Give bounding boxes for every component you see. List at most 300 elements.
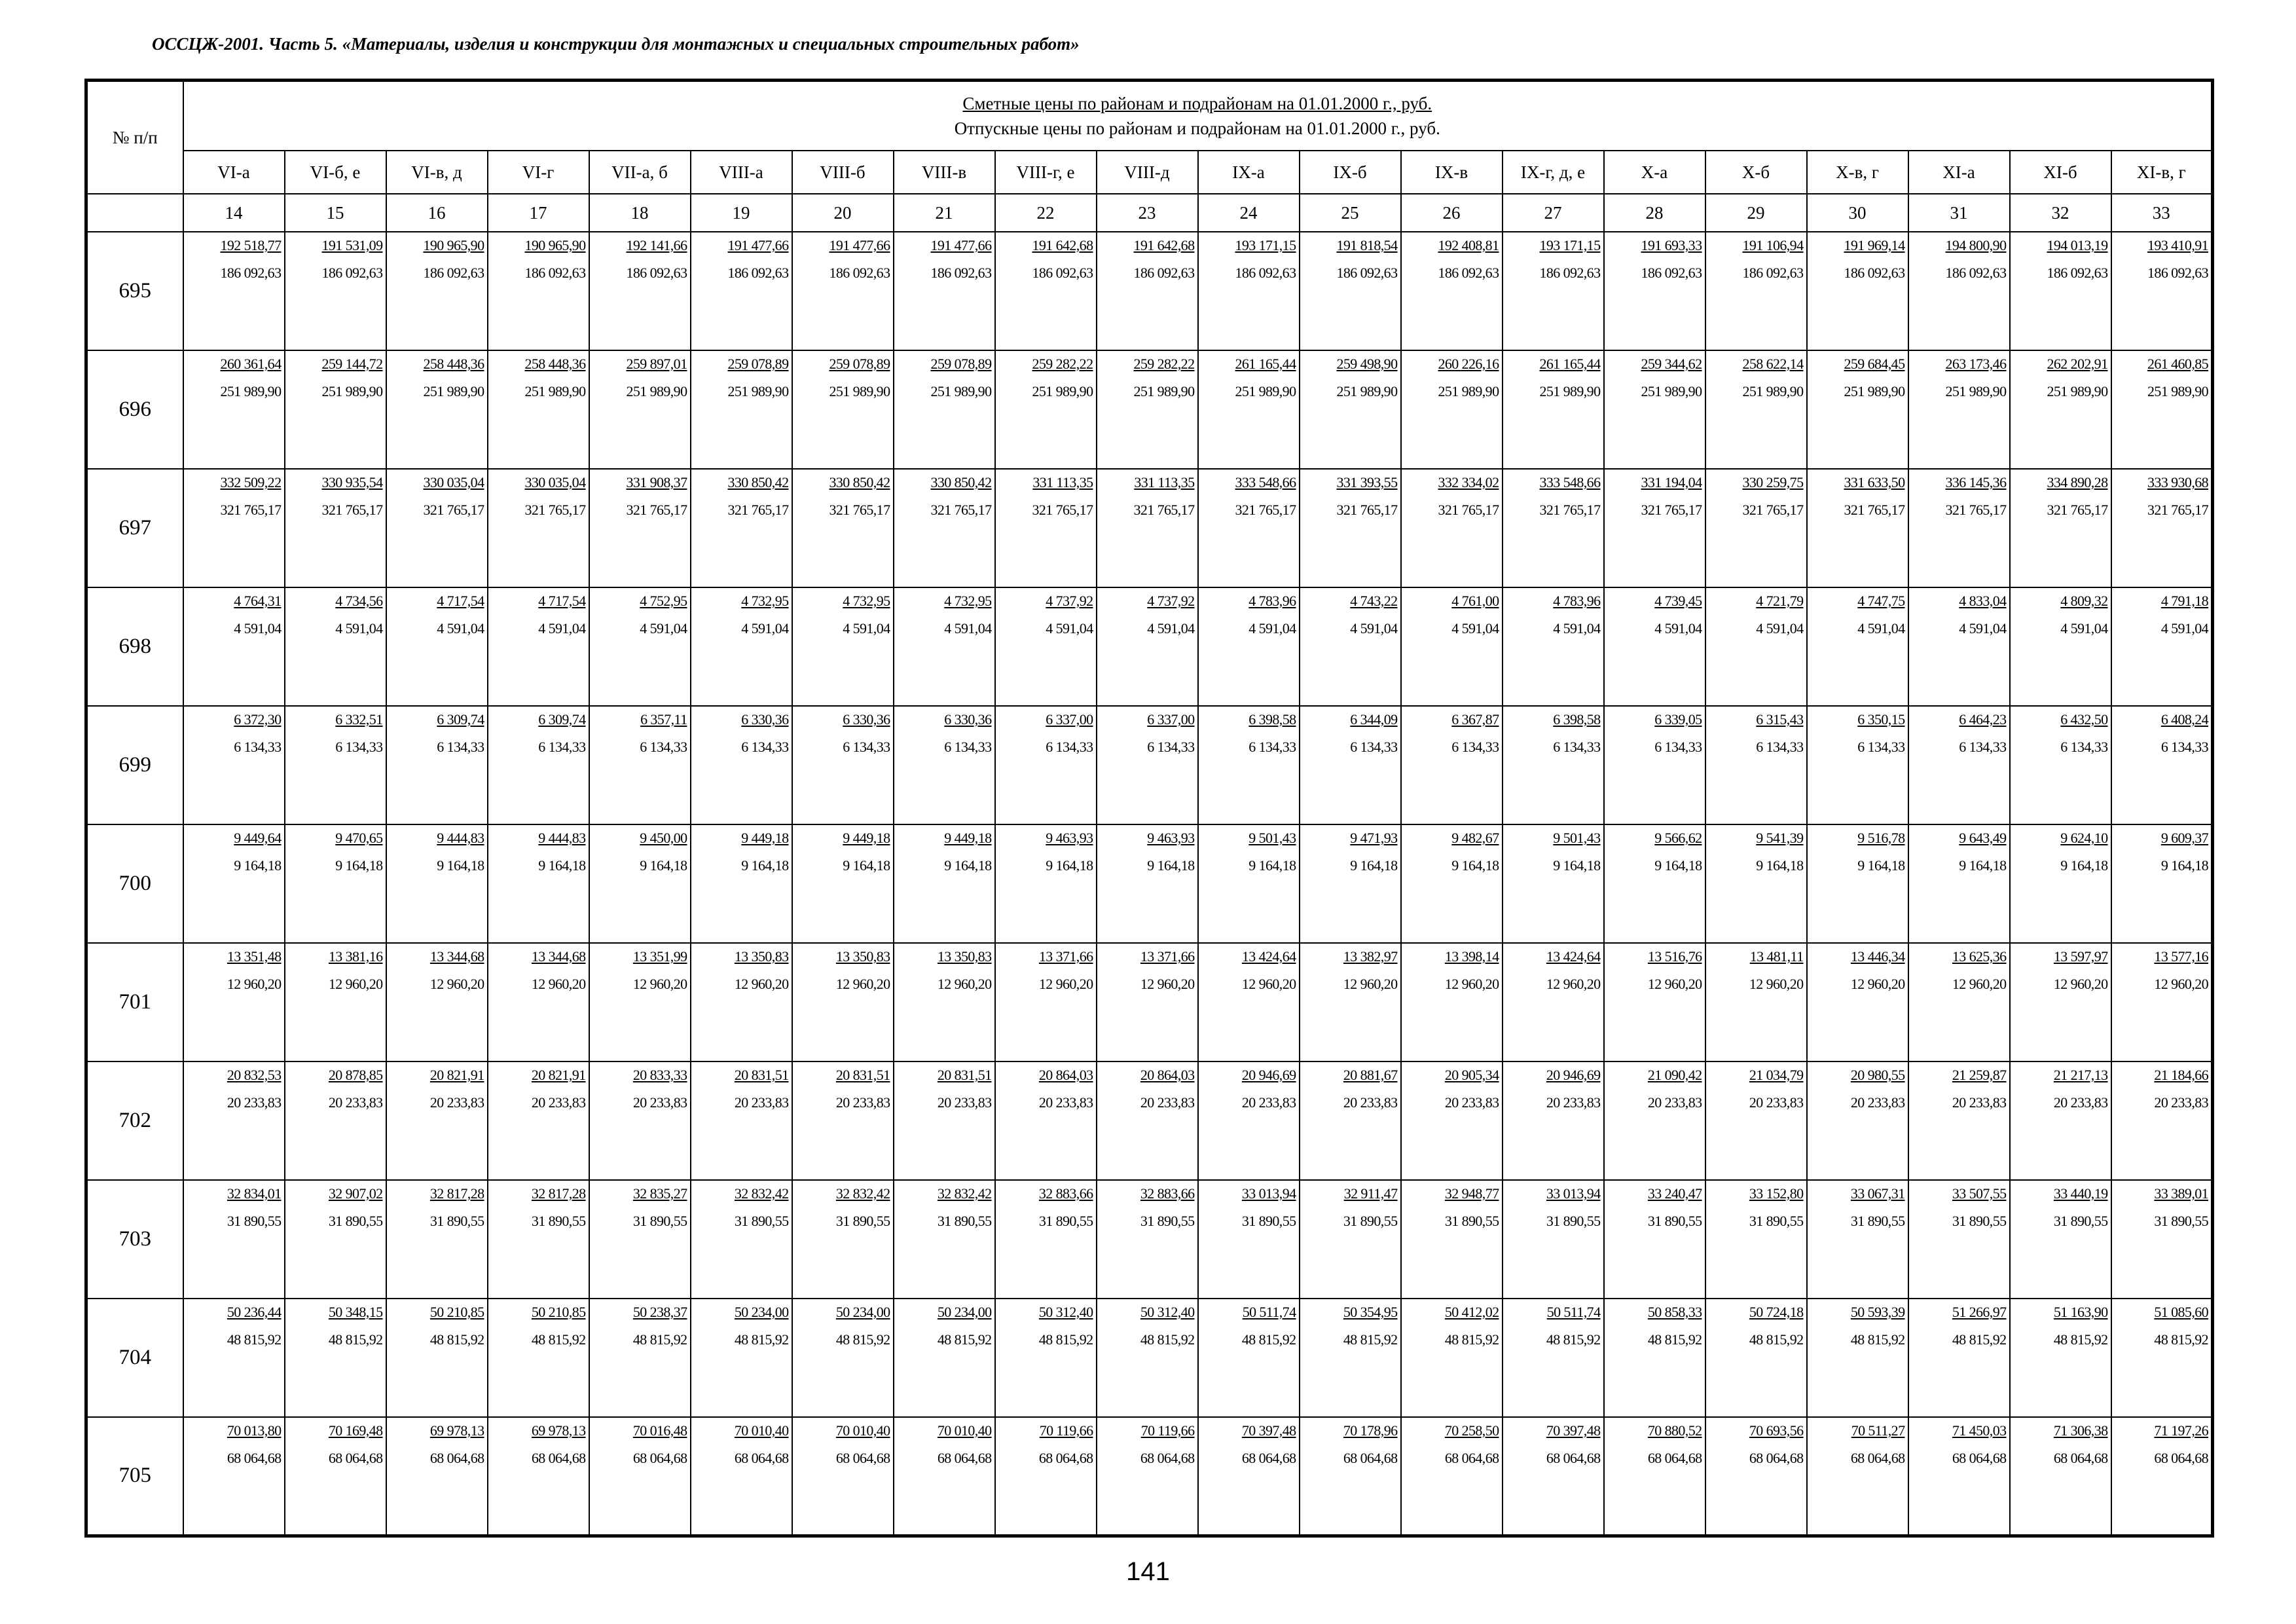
estimate-price: 20 831,51 [937, 1067, 992, 1083]
estimate-price: 9 516,78 [1857, 830, 1905, 846]
price-cell [1300, 469, 1401, 587]
price-cell [1097, 706, 1198, 824]
price-cell [995, 824, 1097, 943]
release-price: 321 765,17 [1032, 502, 1093, 518]
price-cell [285, 469, 386, 587]
price-cell [1097, 1180, 1198, 1299]
price-cell [2111, 1061, 2213, 1180]
price-cell [1705, 350, 1807, 469]
price-cell [1300, 350, 1401, 469]
release-price: 4 591,04 [335, 620, 383, 637]
price-cell [1807, 1417, 1908, 1536]
release-price: 9 164,18 [1857, 857, 1905, 874]
release-price: 20 233,83 [1038, 1094, 1093, 1111]
price-cell [1807, 232, 1908, 350]
release-price: 31 890,55 [835, 1213, 890, 1229]
price-cell [285, 1299, 386, 1417]
price-cell [183, 1299, 285, 1417]
estimate-price: 51 163,90 [2053, 1304, 2108, 1320]
release-price: 4 591,04 [944, 620, 992, 637]
price-cell [2010, 232, 2111, 350]
estimate-price: 32 911,47 [1343, 1185, 1398, 1202]
column-number-cell [86, 194, 183, 232]
release-price: 6 134,33 [1248, 739, 1296, 755]
estimate-price: 32 834,01 [227, 1185, 282, 1202]
estimate-price: 6 330,36 [843, 711, 890, 728]
release-price: 6 134,33 [1147, 739, 1195, 755]
estimate-price: 4 783,96 [1553, 593, 1601, 609]
release-price: 68 064,68 [1140, 1450, 1195, 1466]
price-cell [1807, 469, 1908, 587]
release-price: 186 092,63 [321, 265, 383, 281]
price-cell [691, 350, 792, 469]
release-price: 9 164,18 [437, 857, 484, 874]
release-price: 6 134,33 [1046, 739, 1093, 755]
price-cell [1300, 1180, 1401, 1299]
column-number: 29 [1705, 194, 1807, 232]
estimate-price: 50 210,85 [531, 1304, 586, 1320]
release-price: 6 134,33 [1654, 739, 1702, 755]
price-cell [488, 1299, 589, 1417]
estimate-price: 9 471,93 [1350, 830, 1398, 846]
price-cell [1097, 1417, 1198, 1536]
price-cell [1097, 350, 1198, 469]
estimate-price: 70 178,96 [1343, 1422, 1398, 1439]
estimate-price: 6 432,50 [2060, 711, 2108, 728]
price-cell [1604, 824, 1705, 943]
estimate-price: 20 831,51 [835, 1067, 890, 1083]
release-price: 12 960,20 [1241, 976, 1296, 992]
price-cell [2111, 1417, 2213, 1536]
row-number: 695 [86, 232, 183, 350]
price-cell [183, 824, 285, 943]
table-row [86, 706, 2213, 824]
price-cell [1097, 469, 1198, 587]
region-header: VIII-б [792, 151, 894, 194]
price-cell [1807, 706, 1908, 824]
release-price: 251 989,90 [524, 383, 586, 399]
column-number: 17 [488, 194, 589, 232]
release-price: 186 092,63 [626, 265, 687, 281]
price-cell [2010, 706, 2111, 824]
row-number: 699 [86, 706, 183, 824]
release-price: 4 591,04 [741, 620, 789, 637]
estimate-price: 20 878,85 [328, 1067, 383, 1083]
estimate-price: 259 078,89 [829, 356, 890, 372]
release-price: 9 164,18 [335, 857, 383, 874]
price-cell [1401, 350, 1503, 469]
price-cell [691, 1180, 792, 1299]
row-number: 700 [86, 824, 183, 943]
release-price: 186 092,63 [1235, 265, 1296, 281]
estimate-price: 191 531,09 [321, 237, 383, 253]
estimate-price: 20 833,33 [632, 1067, 687, 1083]
release-price: 186 092,63 [220, 265, 282, 281]
release-price: 31 890,55 [1850, 1213, 1905, 1229]
price-cell [691, 469, 792, 587]
release-price: 12 960,20 [1343, 976, 1398, 992]
release-price: 9 164,18 [1046, 857, 1093, 874]
release-price: 9 164,18 [944, 857, 992, 874]
release-price: 186 092,63 [1742, 265, 1804, 281]
region-header: XI-б [2010, 151, 2111, 194]
release-price: 48 815,92 [429, 1331, 484, 1348]
release-price: 31 890,55 [1647, 1213, 1702, 1229]
release-price: 12 960,20 [531, 976, 586, 992]
estimate-price: 33 013,94 [1546, 1185, 1601, 1202]
release-price: 12 960,20 [2053, 976, 2108, 992]
estimate-price: 13 398,14 [1444, 948, 1499, 965]
price-cell [1705, 587, 1807, 706]
estimate-price: 330 259,75 [1742, 474, 1804, 490]
price-cell [894, 350, 995, 469]
release-price: 186 092,63 [1641, 265, 1702, 281]
column-number: 28 [1604, 194, 1705, 232]
price-cell [691, 232, 792, 350]
release-price: 31 890,55 [1546, 1213, 1601, 1229]
release-price: 4 591,04 [640, 620, 687, 637]
price-cell [488, 824, 589, 943]
estimate-price: 258 622,14 [1742, 356, 1804, 372]
estimate-price: 71 450,03 [1952, 1422, 2007, 1439]
release-price: 68 064,68 [1647, 1450, 1702, 1466]
release-price: 186 092,63 [524, 265, 586, 281]
price-cell [995, 1417, 1097, 1536]
row-number: 702 [86, 1061, 183, 1180]
estimate-price: 331 194,04 [1641, 474, 1702, 490]
release-price: 6 134,33 [335, 739, 383, 755]
price-cell [1807, 1180, 1908, 1299]
estimate-price: 259 078,89 [930, 356, 992, 372]
estimate-price: 50 234,00 [734, 1304, 789, 1320]
price-cell [386, 1299, 488, 1417]
release-price: 12 960,20 [2154, 976, 2209, 992]
release-price: 31 890,55 [632, 1213, 687, 1229]
estimate-price: 50 858,33 [1647, 1304, 1702, 1320]
release-price: 31 890,55 [1038, 1213, 1093, 1229]
price-cell [1401, 943, 1503, 1061]
price-table-body [86, 232, 2213, 1536]
release-price: 321 765,17 [829, 502, 890, 518]
price-cell [1503, 469, 1604, 587]
price-cell [1604, 232, 1705, 350]
estimate-price: 70 016,48 [632, 1422, 687, 1439]
table-row [86, 824, 2213, 943]
release-price: 12 960,20 [1546, 976, 1601, 992]
release-price: 4 591,04 [1553, 620, 1601, 637]
row-number: 697 [86, 469, 183, 587]
release-price: 4 591,04 [1248, 620, 1296, 637]
price-table [84, 79, 2214, 1538]
price-cell [2010, 1417, 2111, 1536]
region-header: X-б [1705, 151, 1807, 194]
release-price: 48 815,92 [632, 1331, 687, 1348]
estimate-price: 33 389,01 [2154, 1185, 2209, 1202]
estimate-price: 50 412,02 [1444, 1304, 1499, 1320]
estimate-price: 20 881,67 [1343, 1067, 1398, 1083]
estimate-price: 20 864,03 [1038, 1067, 1093, 1083]
price-cell [488, 1061, 589, 1180]
price-cell [691, 1299, 792, 1417]
price-cell [792, 350, 894, 469]
release-price: 68 064,68 [734, 1450, 789, 1466]
price-cell [183, 1417, 285, 1536]
release-price: 251 989,90 [1235, 383, 1296, 399]
estimate-price: 259 078,89 [727, 356, 789, 372]
estimate-price: 50 234,00 [937, 1304, 992, 1320]
release-price: 9 164,18 [1451, 857, 1499, 874]
release-price: 9 164,18 [538, 857, 586, 874]
table-row [86, 1180, 2213, 1299]
price-cell [1604, 943, 1705, 1061]
release-price: 6 134,33 [538, 739, 586, 755]
price-cell [1401, 1180, 1503, 1299]
estimate-price: 13 481,11 [1749, 948, 1804, 965]
estimate-price: 6 408,24 [2160, 711, 2209, 728]
estimate-price: 194 013,19 [2047, 237, 2108, 253]
estimate-price: 4 833,04 [1959, 593, 2007, 609]
release-price: 48 815,92 [835, 1331, 890, 1348]
column-number: 24 [1198, 194, 1300, 232]
estimate-price: 330 850,42 [930, 474, 992, 490]
release-price: 4 591,04 [1350, 620, 1398, 637]
release-price: 6 134,33 [234, 739, 282, 755]
price-cell [691, 943, 792, 1061]
price-cell [1198, 1417, 1300, 1536]
release-price: 48 815,92 [1749, 1331, 1804, 1348]
price-cell [589, 587, 691, 706]
price-cell [285, 587, 386, 706]
estimate-price: 50 354,95 [1343, 1304, 1398, 1320]
release-prices-title: Отпускные цены по районам и подрайонам на 01.01.2000 г., руб. [954, 119, 1440, 138]
release-price: 186 092,63 [829, 265, 890, 281]
release-price: 251 989,90 [727, 383, 789, 399]
column-number-row [86, 194, 2213, 232]
release-price: 186 092,63 [1945, 265, 2007, 281]
price-cell [2111, 706, 2213, 824]
release-price: 20 233,83 [1241, 1094, 1296, 1111]
price-cell [894, 824, 995, 943]
estimate-price: 191 693,33 [1641, 237, 1702, 253]
estimate-price: 193 171,15 [1235, 237, 1296, 253]
release-price: 12 960,20 [1140, 976, 1195, 992]
release-price: 186 092,63 [1539, 265, 1601, 281]
estimate-price: 330 935,54 [321, 474, 383, 490]
release-price: 31 890,55 [2154, 1213, 2209, 1229]
release-price: 251 989,90 [1032, 383, 1093, 399]
release-price: 321 765,17 [2047, 502, 2108, 518]
table-row [86, 350, 2213, 469]
estimate-price: 4 721,79 [1756, 593, 1804, 609]
estimate-price: 13 350,83 [937, 948, 992, 965]
estimate-price: 259 282,22 [1133, 356, 1195, 372]
estimate-price: 4 732,95 [843, 593, 890, 609]
estimate-price: 261 165,44 [1235, 356, 1296, 372]
estimate-price: 331 393,55 [1336, 474, 1398, 490]
estimate-price: 13 382,97 [1343, 948, 1398, 965]
estimate-price: 70 010,40 [835, 1422, 890, 1439]
price-cell [691, 587, 792, 706]
price-cell [1908, 350, 2010, 469]
release-price: 4 591,04 [1654, 620, 1702, 637]
price-cell [589, 350, 691, 469]
price-cell [1705, 943, 1807, 1061]
estimate-price: 9 444,83 [538, 830, 586, 846]
release-price: 6 134,33 [1857, 739, 1905, 755]
release-price: 68 064,68 [2154, 1450, 2209, 1466]
price-cell [488, 350, 589, 469]
estimate-price: 4 752,95 [640, 593, 687, 609]
release-price: 186 092,63 [2147, 265, 2209, 281]
release-price: 20 233,83 [1749, 1094, 1804, 1111]
price-cell [792, 469, 894, 587]
estimate-price: 9 541,39 [1756, 830, 1804, 846]
price-cell [1503, 824, 1604, 943]
release-price: 48 815,92 [328, 1331, 383, 1348]
row-number: 705 [86, 1417, 183, 1536]
release-price: 4 591,04 [1147, 620, 1195, 637]
price-cell [1604, 350, 1705, 469]
release-price: 20 233,83 [632, 1094, 687, 1111]
estimate-price: 193 171,15 [1539, 237, 1601, 253]
release-price: 6 134,33 [944, 739, 992, 755]
release-price: 68 064,68 [1038, 1450, 1093, 1466]
release-price: 4 591,04 [2160, 620, 2209, 637]
estimate-price: 50 234,00 [835, 1304, 890, 1320]
price-cell [2010, 1180, 2111, 1299]
column-number: 15 [285, 194, 386, 232]
release-price: 321 765,17 [1235, 502, 1296, 518]
estimate-price: 6 330,36 [741, 711, 789, 728]
price-cell [386, 824, 488, 943]
price-cell [183, 469, 285, 587]
column-number: 26 [1401, 194, 1503, 232]
price-cell [386, 469, 488, 587]
release-price: 20 233,83 [429, 1094, 484, 1111]
estimate-price: 261 165,44 [1539, 356, 1601, 372]
estimate-price: 6 372,30 [234, 711, 282, 728]
column-number: 27 [1503, 194, 1604, 232]
release-price: 251 989,90 [1133, 383, 1195, 399]
estimate-price: 334 890,28 [2047, 474, 2108, 490]
estimate-price: 4 791,18 [2160, 593, 2209, 609]
release-price: 68 064,68 [937, 1450, 992, 1466]
release-price: 9 164,18 [843, 857, 890, 874]
price-cell [1097, 1061, 1198, 1180]
region-header: VIII-г, е [995, 151, 1097, 194]
release-price: 20 233,83 [227, 1094, 282, 1111]
release-price: 31 890,55 [429, 1213, 484, 1229]
price-cell [488, 1180, 589, 1299]
price-cell [2111, 943, 2213, 1061]
release-price: 20 233,83 [328, 1094, 383, 1111]
estimate-price: 20 821,91 [429, 1067, 484, 1083]
price-cell [1503, 350, 1604, 469]
release-price: 31 890,55 [328, 1213, 383, 1229]
estimate-price: 50 236,44 [227, 1304, 282, 1320]
estimate-price: 4 737,92 [1046, 593, 1093, 609]
estimate-price: 6 337,00 [1046, 711, 1093, 728]
release-price: 6 134,33 [1756, 739, 1804, 755]
release-price: 321 765,17 [524, 502, 586, 518]
price-cell [691, 1417, 792, 1536]
release-price: 186 092,63 [727, 265, 789, 281]
price-cell [2010, 469, 2111, 587]
estimate-price: 21 184,66 [2154, 1067, 2209, 1083]
estimate-price: 4 764,31 [234, 593, 282, 609]
estimate-price: 333 548,66 [1235, 474, 1296, 490]
release-price: 4 591,04 [843, 620, 890, 637]
price-cell [1300, 1061, 1401, 1180]
release-price: 251 989,90 [2047, 383, 2108, 399]
estimate-price: 13 577,16 [2154, 948, 2209, 965]
estimate-price: 9 444,83 [437, 830, 484, 846]
estimate-price: 6 344,09 [1350, 711, 1398, 728]
price-cell [792, 1299, 894, 1417]
price-cell [183, 943, 285, 1061]
estimate-price: 69 978,13 [531, 1422, 586, 1439]
row-number: 701 [86, 943, 183, 1061]
release-price: 4 591,04 [437, 620, 484, 637]
price-cell [894, 1299, 995, 1417]
price-table-container [84, 79, 2211, 1534]
estimate-price: 33 013,94 [1241, 1185, 1296, 1202]
release-price: 48 815,92 [937, 1331, 992, 1348]
price-cell [2010, 1061, 2111, 1180]
release-price: 321 765,17 [1438, 502, 1499, 518]
estimate-price: 13 350,83 [835, 948, 890, 965]
estimate-price: 331 908,37 [626, 474, 687, 490]
release-price: 6 134,33 [741, 739, 789, 755]
release-price: 186 092,63 [1336, 265, 1398, 281]
estimate-price: 32 835,27 [632, 1185, 687, 1202]
price-cell [285, 1180, 386, 1299]
estimate-price: 4 761,00 [1451, 593, 1499, 609]
release-price: 321 765,17 [1539, 502, 1601, 518]
release-price: 12 960,20 [1850, 976, 1905, 992]
release-price: 321 765,17 [1945, 502, 2007, 518]
estimate-price: 32 883,66 [1140, 1185, 1195, 1202]
price-cell [1198, 350, 1300, 469]
price-cell [386, 943, 488, 1061]
price-cell [1198, 469, 1300, 587]
estimate-price: 71 306,38 [2053, 1422, 2108, 1439]
release-price: 48 815,92 [2053, 1331, 2108, 1348]
price-cell [1705, 706, 1807, 824]
price-cell [1604, 1299, 1705, 1417]
release-price: 6 134,33 [1959, 739, 2007, 755]
estimate-price: 13 351,48 [227, 948, 282, 965]
price-cell [386, 587, 488, 706]
price-cell [1198, 587, 1300, 706]
estimate-price: 6 398,58 [1248, 711, 1296, 728]
price-cell [386, 1180, 488, 1299]
estimate-price: 21 259,87 [1952, 1067, 2007, 1083]
estimate-price: 262 202,91 [2047, 356, 2108, 372]
price-cell [1198, 1299, 1300, 1417]
release-price: 12 960,20 [328, 976, 383, 992]
estimate-price: 9 450,00 [640, 830, 687, 846]
estimate-price: 70 119,66 [1039, 1422, 1093, 1439]
release-price: 12 960,20 [937, 976, 992, 992]
price-cell [1705, 469, 1807, 587]
column-number: 23 [1097, 194, 1198, 232]
release-price: 20 233,83 [1952, 1094, 2007, 1111]
price-cell [183, 1180, 285, 1299]
release-price: 251 989,90 [930, 383, 992, 399]
release-price: 9 164,18 [1553, 857, 1601, 874]
release-price: 20 233,83 [1343, 1094, 1398, 1111]
